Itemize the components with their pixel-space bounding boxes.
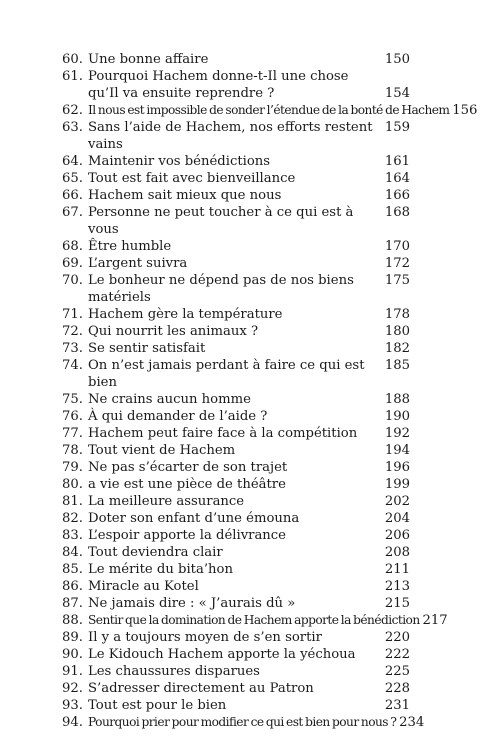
toc-entry-title: Tout vient de Hachem xyxy=(88,443,236,458)
toc-entry-number: 77. xyxy=(62,426,83,441)
toc-entry-number: 60. xyxy=(62,52,83,67)
toc-entry-number: 78. xyxy=(62,443,83,458)
toc-entry[interactable] xyxy=(62,459,410,476)
toc-entry-page-number: 156 xyxy=(452,103,478,118)
toc-entry-title: Doter son enfant d’une émouna xyxy=(88,511,300,526)
toc-entry-page-number: 217 xyxy=(422,613,448,628)
toc-entry-number: 64. xyxy=(62,154,83,169)
toc-entry-page-number: 222 xyxy=(384,647,410,662)
toc-entry[interactable] xyxy=(62,204,410,238)
toc-entry[interactable] xyxy=(62,323,410,340)
toc-entry-number: 84. xyxy=(62,545,83,560)
toc-entry[interactable] xyxy=(62,544,410,561)
toc-entry-title: Le bonheur ne dépend pas de nos biens matériels xyxy=(88,273,354,305)
toc-entry-page-number: 175 xyxy=(384,273,410,288)
toc-entry-page-number: 206 xyxy=(384,528,410,543)
toc-entry[interactable] xyxy=(62,51,410,68)
toc-entry-title: La meilleure assurance xyxy=(88,494,245,509)
toc-entry-number: 80. xyxy=(62,477,83,492)
toc-entry-number: 63. xyxy=(62,120,83,135)
toc-entry-number: 94. xyxy=(62,715,83,730)
toc-entry-page-number: 170 xyxy=(384,239,410,254)
toc-entry-title: On n’est jamais perdant à faire ce qui est bien xyxy=(88,358,365,390)
toc-entry[interactable] xyxy=(62,476,410,493)
toc-entry-number: 75. xyxy=(62,392,83,407)
toc-entry[interactable] xyxy=(62,578,410,595)
toc-entry[interactable] xyxy=(62,680,410,697)
toc-entry-page-number: 159 xyxy=(384,120,410,135)
toc-entry-title: Ne crains aucun homme xyxy=(88,392,251,407)
toc-entry-number: 76. xyxy=(62,409,83,424)
toc-entry-title: Qui nourrit les animaux ? xyxy=(88,324,259,339)
toc-entry[interactable] xyxy=(62,119,410,153)
toc-entry-title: Sentir que la domination de Hachem apporte la bénédiction xyxy=(88,613,420,627)
toc-entry-page-number: 185 xyxy=(384,358,410,373)
toc-entry[interactable] xyxy=(62,510,410,527)
toc-entry-title: À qui demander de l’aide ? xyxy=(88,409,268,424)
toc-entry-number: 90. xyxy=(62,647,83,662)
toc-entry-title: Sans l’aide de Hachem, nos efforts restent vains xyxy=(88,120,373,152)
toc-entry-number: 73. xyxy=(62,341,83,356)
toc-entry[interactable] xyxy=(62,595,410,612)
toc-entry-page-number: 215 xyxy=(384,596,410,611)
toc-entry-page-number: 204 xyxy=(384,511,410,526)
toc-entry[interactable] xyxy=(62,153,410,170)
toc-entry-page-number: 234 xyxy=(399,715,425,730)
toc-entry-page-number: 211 xyxy=(384,562,410,577)
toc-entry-title: Pourquoi Hachem donne-t-Il une chose qu’Il va ensuite reprendre ? xyxy=(88,69,349,101)
toc-entry-page-number: 182 xyxy=(384,341,410,356)
toc-entry-number: 92. xyxy=(62,681,83,696)
toc-entry-number: 89. xyxy=(62,630,83,645)
toc-entry[interactable] xyxy=(62,272,410,306)
toc-entry-title: Se sentir satisfait xyxy=(88,341,206,356)
toc-entry[interactable] xyxy=(62,697,410,714)
toc-entry[interactable] xyxy=(62,170,410,187)
toc-entry-number: 74. xyxy=(62,358,83,373)
toc-entry-title: Tout deviendra clair xyxy=(88,545,223,560)
toc-entry-page-number: 154 xyxy=(384,86,410,101)
toc-entry-page-number: 199 xyxy=(384,477,410,492)
toc-entry-page-number: 196 xyxy=(384,460,410,475)
toc-entry-title: S’adresser directement au Patron xyxy=(88,681,314,696)
toc-entry-page-number: 225 xyxy=(384,664,410,679)
toc-entry[interactable] xyxy=(62,425,410,442)
toc-entry-title: Ne jamais dire : « J’aurais dû » xyxy=(88,596,296,611)
toc-entry-title: Il nous est impossible de sonder l’étendue de la bonté de Hachem xyxy=(88,103,450,117)
toc-entry-title: Miracle au Kotel xyxy=(88,579,199,594)
toc-entry-title: Maintenir vos bénédictions xyxy=(88,154,271,169)
toc-entry-number: 70. xyxy=(62,273,83,288)
toc-entry-page-number: 150 xyxy=(384,52,410,67)
toc-entry[interactable] xyxy=(62,663,410,680)
toc-entry-page-number: 213 xyxy=(384,579,410,594)
toc-entry-page-number: 188 xyxy=(384,392,410,407)
toc-entry-title: L’argent suivra xyxy=(88,256,188,271)
toc-entry[interactable] xyxy=(62,391,410,408)
toc-entry-page-number: 194 xyxy=(384,443,410,458)
toc-entry[interactable] xyxy=(62,187,410,204)
toc-entry-title: Les chaussures disparues xyxy=(88,664,260,679)
toc-entry-number: 71. xyxy=(62,307,83,322)
toc-entry[interactable] xyxy=(62,238,410,255)
toc-entry-title: Ne pas s’écarter de son trajet xyxy=(88,460,288,475)
toc-entry-title: Tout est fait avec bienveillance xyxy=(88,171,296,186)
toc-entry[interactable] xyxy=(62,255,410,272)
toc-entry[interactable] xyxy=(62,442,410,459)
toc-entry[interactable] xyxy=(62,527,410,544)
toc-entry-page-number: 202 xyxy=(384,494,410,509)
toc-entry-title: Être humble xyxy=(88,239,172,254)
toc-entry-number: 81. xyxy=(62,494,83,509)
toc-entry-page-number: 231 xyxy=(384,698,410,713)
toc-entry-title: Le Kidouch Hachem apporte la yéchoua xyxy=(88,647,356,662)
toc-entry-title: Personne ne peut toucher à ce qui est à vous xyxy=(88,205,354,237)
toc-entry[interactable] xyxy=(62,561,410,578)
toc-entry[interactable] xyxy=(62,306,410,323)
toc-entry-number: 68. xyxy=(62,239,83,254)
toc-entry[interactable] xyxy=(62,340,410,357)
toc-entry-page-number: 192 xyxy=(384,426,410,441)
toc-entry-page-number: 228 xyxy=(384,681,410,696)
toc-entry-page-number: 190 xyxy=(384,409,410,424)
toc-entry-page-number: 168 xyxy=(384,205,410,220)
toc-entry-page-number: 178 xyxy=(384,307,410,322)
toc-entry-number: 65. xyxy=(62,171,83,186)
toc-entry-title: Pourquoi prier pour modifier ce qui est bien pour nous ? xyxy=(88,715,397,729)
toc-entry-number: 83. xyxy=(62,528,83,543)
toc-entry-number: 69. xyxy=(62,256,83,271)
toc-entry-page-number: 208 xyxy=(384,545,410,560)
toc-entry-number: 62. xyxy=(62,103,83,118)
toc-entry-title: Tout est pour le bien xyxy=(88,698,227,713)
toc-entry-number: 79. xyxy=(62,460,83,475)
toc-entry-number: 91. xyxy=(62,664,83,679)
toc-entry-page-number: 164 xyxy=(384,171,410,186)
toc-entry-number: 67. xyxy=(62,205,83,220)
toc-entry-title: Hachem peut faire face à la compétition xyxy=(88,426,358,441)
toc-entry-title: a vie est une pièce de théâtre xyxy=(88,477,286,492)
toc-entry-title: Hachem sait mieux que nous xyxy=(88,188,282,203)
toc-entry[interactable] xyxy=(62,493,410,510)
toc-entry-title: Une bonne affaire xyxy=(88,52,209,67)
table-of-contents xyxy=(62,51,478,731)
toc-entry-page-number: 172 xyxy=(384,256,410,271)
toc-entry-number: 61. xyxy=(62,69,83,84)
toc-entry-number: 88. xyxy=(62,613,83,628)
toc-entry-number: 72. xyxy=(62,324,83,339)
toc-entry-number: 66. xyxy=(62,188,83,203)
toc-entry-number: 86. xyxy=(62,579,83,594)
toc-entry[interactable] xyxy=(62,629,410,646)
toc-entry[interactable] xyxy=(62,612,448,629)
toc-entry-title: Il y a toujours moyen de s’en sortir xyxy=(88,630,322,645)
toc-entry-title: Hachem gère la température xyxy=(88,307,283,322)
toc-entry-title: Le mérite du bita’hon xyxy=(88,562,233,577)
toc-entry[interactable] xyxy=(62,68,410,102)
toc-entry[interactable] xyxy=(62,646,410,663)
toc-entry[interactable] xyxy=(62,102,478,119)
toc-entry-page-number: 220 xyxy=(384,630,410,645)
toc-entry-page-number: 180 xyxy=(384,324,410,339)
toc-entry[interactable] xyxy=(62,714,425,731)
toc-entry[interactable] xyxy=(62,357,410,391)
toc-entry-number: 82. xyxy=(62,511,83,526)
toc-entry-number: 85. xyxy=(62,562,83,577)
toc-entry-page-number: 161 xyxy=(384,154,410,169)
toc-entry-title: L’espoir apporte la délivrance xyxy=(88,528,286,543)
toc-entry-number: 87. xyxy=(62,596,83,611)
toc-entry-page-number: 166 xyxy=(384,188,410,203)
toc-entry-number: 93. xyxy=(62,698,83,713)
toc-entry[interactable] xyxy=(62,408,410,425)
